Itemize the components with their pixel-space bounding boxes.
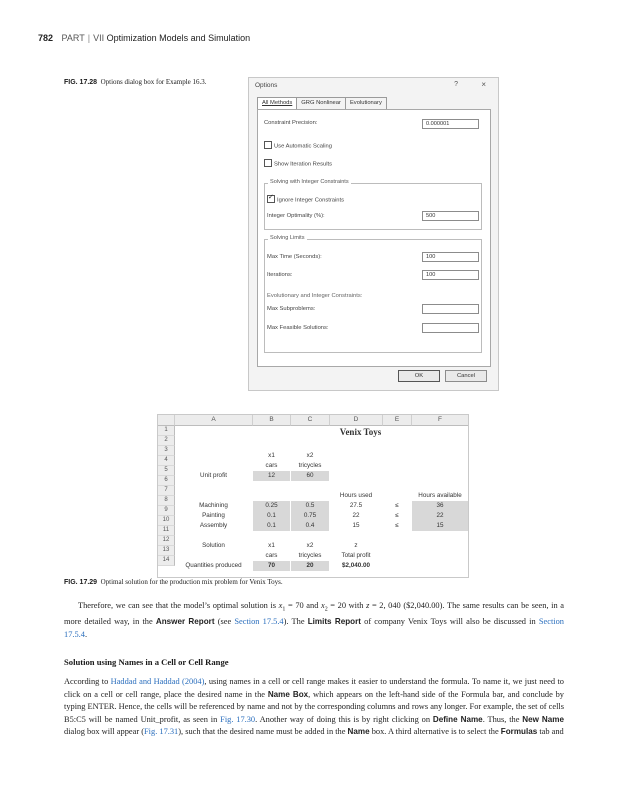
cell-c9[interactable]: 0.75 (291, 511, 329, 521)
fig-17-28-caption (64, 78, 207, 86)
checkbox-checked-icon (267, 195, 275, 203)
cell-c13[interactable]: tricycles (298, 552, 322, 559)
iterations-label: Iterations: (267, 272, 293, 278)
sheet-title[interactable]: Venix Toys (339, 427, 382, 437)
limits-report-term: Limits Report (307, 617, 361, 627)
cell-f8[interactable]: 36 (412, 501, 468, 511)
fig-17-29-caption (64, 578, 283, 586)
cell-d13[interactable]: Total profit (341, 552, 371, 559)
row-header[interactable]: 11 (158, 526, 175, 536)
new-name-term: New Name (522, 714, 564, 724)
iterations-input[interactable]: 100 (422, 270, 479, 280)
constraint-precision-input[interactable]: 0.000001 (422, 119, 479, 129)
all-methods-panel (257, 109, 491, 367)
constraint-precision-label: Constraint Precision: (264, 120, 318, 126)
answer-report-term: Answer Report (155, 617, 215, 627)
cell-c14[interactable]: 20 (291, 561, 329, 571)
cell-b12[interactable]: x1 (268, 542, 275, 549)
cell-a5[interactable]: Unit profit (200, 472, 227, 479)
cell-b10[interactable]: 0.1 (253, 521, 290, 531)
part-title: Optimization Models and Simulation (106, 33, 251, 43)
max-subproblems-input[interactable] (422, 304, 479, 314)
solving-limits-title: Solving Limits (270, 235, 305, 241)
part-label: PART (61, 33, 85, 43)
part-roman: VII (93, 33, 105, 43)
checkbox-icon (264, 141, 272, 149)
ignore-integer-label: Ignore Integer Constraints (277, 197, 345, 204)
cell-e9[interactable]: ≤ (395, 512, 399, 519)
dialog-title: Options (255, 82, 278, 89)
cell-e8[interactable]: ≤ (395, 502, 399, 509)
row-header[interactable]: 13 (158, 546, 175, 556)
cell-f10[interactable]: 15 (412, 521, 468, 531)
integer-constraints-group (264, 183, 482, 230)
cell-f7[interactable]: Hours available (418, 492, 462, 499)
column-header-b[interactable]: B (253, 415, 291, 426)
row-header[interactable]: 14 (158, 556, 175, 566)
section-subheading: Solution using Names in a Cell or Cell Range (64, 657, 229, 667)
integer-optimality-label: Integer Optimality (%): (267, 213, 325, 219)
page-number: 782 (38, 33, 54, 43)
use-automatic-scaling-checkbox[interactable] (264, 142, 332, 150)
show-iteration-results-label: Show Iteration Results (274, 161, 332, 168)
citation-link[interactable]: Haddad and Haddad (2004) (110, 677, 205, 686)
row-header[interactable]: 3 (158, 446, 175, 456)
cell-d9[interactable]: 22 (352, 512, 360, 519)
cell-c4[interactable]: tricycles (298, 462, 322, 469)
section-link[interactable]: Section 17.5.4 (234, 617, 284, 627)
integer-group-title: Solving with Integer Constraints (270, 179, 349, 185)
formulas-term: Formulas (500, 727, 538, 737)
row-header[interactable]: 10 (158, 516, 175, 526)
cell-c5[interactable]: 60 (291, 471, 329, 481)
cell-d12[interactable]: z (354, 542, 358, 549)
fig-label: FIG. 17.29 (64, 579, 98, 586)
cell-b13[interactable]: cars (265, 552, 278, 559)
show-iteration-results-checkbox[interactable] (264, 160, 332, 168)
help-icon[interactable]: ? (454, 81, 458, 88)
fig-label: FIG. 17.28 (64, 79, 98, 86)
checkbox-icon (264, 159, 272, 167)
column-header-f[interactable]: F (412, 415, 468, 426)
max-time-label: Max Time (Seconds): (267, 254, 322, 260)
dialog-tabs (257, 97, 386, 108)
ignore-integer-checkbox[interactable] (267, 196, 344, 204)
max-feasible-input[interactable] (422, 323, 479, 333)
fig-caption-text: Optimal solution for the production mix problem for Venix Toys. (100, 578, 283, 586)
options-dialog (248, 77, 499, 391)
row-header[interactable]: 8 (158, 496, 175, 506)
column-header-a[interactable]: A (175, 415, 253, 426)
page-header: 782 PART | VII Optimization Models and Simulation (38, 33, 251, 43)
cell-b14[interactable]: 70 (253, 561, 290, 571)
cell-b9[interactable]: 0.1 (253, 511, 290, 521)
cell-e10[interactable]: ≤ (395, 522, 399, 529)
integer-optimality-input[interactable]: 500 (422, 211, 479, 221)
cell-c3[interactable]: x2 (306, 452, 314, 459)
cell-a12[interactable]: Solution (202, 542, 225, 549)
cell-d8[interactable]: 27.5 (349, 502, 363, 509)
name-term: Name (347, 727, 370, 737)
max-feasible-label: Max Feasible Solutions: (267, 325, 329, 331)
tab-evolutionary[interactable]: Evolutionary (345, 97, 387, 109)
cancel-button[interactable]: Cancel (445, 370, 487, 382)
cell-b8[interactable]: 0.25 (253, 501, 290, 511)
cell-c8[interactable]: 0.5 (291, 501, 329, 511)
column-header-c[interactable]: C (291, 415, 330, 426)
row-header[interactable]: 7 (158, 486, 175, 496)
tab-grg-nonlinear[interactable]: GRG Nonlinear (296, 97, 346, 109)
cell-d10[interactable]: 15 (352, 522, 360, 529)
cell-a14[interactable]: Quantities produced (185, 562, 242, 569)
cell-d7[interactable]: Hours used (339, 492, 373, 499)
cell-c10[interactable]: 0.4 (291, 521, 329, 531)
fig-caption-text: Options dialog box for Example 16.3. (100, 78, 207, 86)
row-header[interactable]: 5 (158, 466, 175, 476)
spreadsheet (157, 414, 469, 578)
ok-button[interactable]: OK (398, 370, 440, 382)
max-subproblems-label: Max Subproblems: (267, 306, 316, 312)
tab-all-methods[interactable]: All Methods (257, 97, 297, 109)
row-header[interactable]: 1 (158, 426, 175, 436)
evolutionary-integer-title: Evolutionary and Integer Constraints: (267, 293, 363, 299)
cell-b5[interactable]: 12 (253, 471, 290, 481)
cell-d14[interactable]: $2,040.00 (341, 562, 370, 569)
define-name-term: Define Name (432, 714, 483, 724)
paragraph-solution: Therefore, we can see that the model’s optimal solution is $x_1 = 70$ and $x_2 = 20$ with z = 2, 040 ($2,040.00). The same results can be seen, in a more detailed way, in the Answer Report (see Section 17.5.4). The Limits Report of company Venix Toys will also be discussed in Section 17.5.4. (64, 601, 564, 639)
row-header[interactable]: 2 (158, 436, 175, 446)
cell-a10[interactable]: Assembly (199, 522, 228, 529)
max-time-input[interactable]: 100 (422, 252, 479, 262)
cell-b3[interactable]: x1 (268, 452, 275, 459)
use-automatic-scaling-label: Use Automatic Scaling (274, 143, 332, 150)
section-link[interactable]: Section 17.5.4 (64, 617, 564, 639)
row-header[interactable]: 6 (158, 476, 175, 486)
row-header[interactable]: 12 (158, 536, 175, 546)
cell-a9[interactable]: Painting (202, 512, 225, 519)
column-header-e[interactable]: E (383, 415, 412, 426)
select-all-corner[interactable] (158, 415, 175, 426)
figure-link[interactable]: Fig. 17.31 (144, 727, 179, 737)
close-icon[interactable]: × (481, 80, 486, 89)
paragraph-names: According to Haddad and Haddad (2004), using names in a cell or cell range makes it easier to understand the formula. To name it, we just need to click on a cell or cell range, place the desired name in the Name Box, which appears on the left-hand side of the Formula bar, and conclude by typing ENTER. Hence, the cells will be referenced by name and not by the corresponding columns and rows any longer. For example, the set of cells B5:C5 will be named Unit_profit, as seen in Fig. 17.30. Another way of doing this is by right clicking on Define Name. Thus, the New Name dialog box will appear (Fig. 17.31), such that the desired name must be added in the Name box. A third alternative is to select the Formulas tab and (64, 677, 564, 737)
cell-f9[interactable]: 22 (412, 511, 468, 521)
cell-b4[interactable]: cars (265, 462, 278, 469)
cell-a8[interactable]: Machining (199, 502, 228, 509)
row-header[interactable]: 4 (158, 456, 175, 466)
name-box-term: Name Box (267, 689, 309, 699)
column-header-d[interactable]: D (330, 415, 383, 426)
row-header[interactable]: 9 (158, 506, 175, 516)
cell-c12[interactable]: x2 (306, 542, 314, 549)
figure-link[interactable]: Fig. 17.30 (220, 714, 256, 724)
